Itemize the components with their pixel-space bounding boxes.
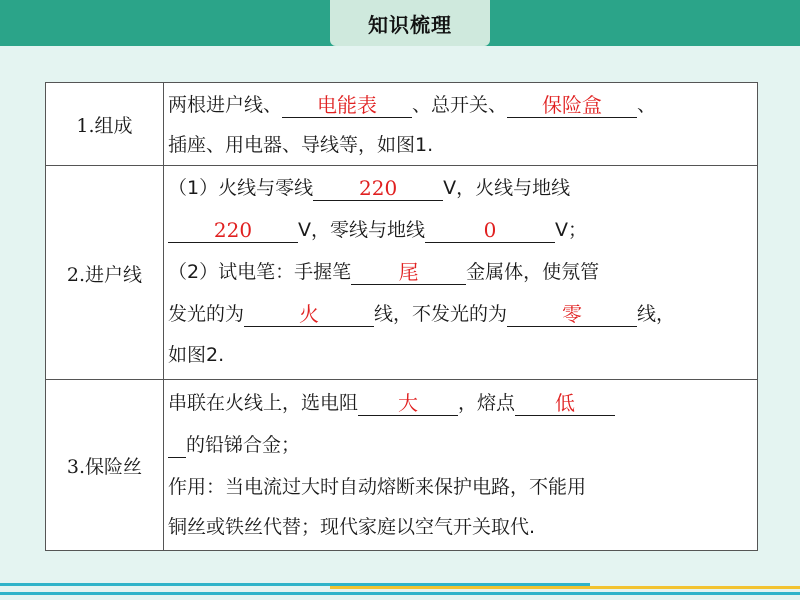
fill-blank — [425, 220, 555, 243]
section-title: 知识梳理 — [368, 12, 452, 37]
answer: 220 — [213, 218, 253, 242]
text-line — [168, 432, 300, 458]
text-line — [168, 342, 224, 368]
text-line — [168, 259, 599, 285]
section-title-tab — [330, 0, 490, 46]
fill-blank — [507, 304, 637, 327]
text: 线，不发光的为 — [374, 303, 508, 325]
answer: 尾 — [398, 260, 419, 284]
fill-blank — [282, 95, 412, 118]
fill-blank — [515, 393, 615, 416]
text: 发光的为 — [168, 303, 245, 325]
text-line — [168, 92, 656, 118]
fill-blank — [507, 95, 637, 118]
text-line — [168, 132, 433, 158]
answer: 保险盒 — [542, 93, 603, 117]
row-label: 2.进户线 — [46, 166, 164, 380]
table-row — [46, 379, 757, 551]
answer: 火 — [299, 302, 320, 326]
text-line — [168, 390, 615, 416]
text: 、总开关、 — [412, 94, 508, 116]
text: 两根进户线、 — [168, 94, 283, 116]
fill-blank — [313, 178, 443, 201]
text: 串联在火线上，选电阻 — [168, 392, 359, 414]
text-line — [168, 514, 535, 540]
table-row — [46, 165, 757, 380]
answer: 零 — [562, 302, 583, 326]
answer: 0 — [483, 218, 497, 242]
text: 作用：当电流过大时自动熔断来保护电路，不能用 — [168, 476, 587, 498]
text: 如图2. — [168, 344, 225, 366]
text-line — [168, 217, 587, 243]
text: 铜丝或铁丝代替；现代家庭以空气开关取代. — [168, 516, 536, 538]
fill-blank — [358, 393, 458, 416]
text: 线， — [637, 303, 676, 325]
text: （1）火线与零线 — [168, 177, 314, 199]
footer-line — [0, 592, 800, 595]
text: 、 — [637, 94, 657, 116]
fill-blank — [168, 435, 186, 458]
text: （2）试电笔：手握笔 — [168, 261, 352, 283]
answer: 大 — [398, 391, 419, 415]
answer: 电能表 — [317, 93, 378, 117]
table-row — [46, 83, 757, 165]
text: V，火线与地线 — [443, 177, 571, 199]
fill-blank — [244, 304, 374, 327]
knowledge-table — [45, 82, 758, 551]
text: V，零线与地线 — [298, 219, 425, 241]
text: 的铅锑合金； — [186, 434, 301, 456]
fill-blank — [351, 262, 466, 285]
text: ，熔点 — [458, 392, 516, 414]
text: 插座、用电器、导线等，如图1. — [168, 134, 434, 156]
fill-blank — [168, 220, 298, 243]
text-line — [168, 175, 570, 201]
text: V； — [555, 219, 587, 241]
text-line — [168, 301, 675, 327]
row-label: 1.组成 — [46, 83, 164, 165]
text-line — [168, 474, 586, 500]
footer-accent-line — [330, 586, 800, 589]
text: 金属体，使氖管 — [466, 261, 600, 283]
answer: 220 — [359, 176, 398, 200]
row-label: 3.保险丝 — [46, 380, 164, 551]
answer: 低 — [555, 391, 576, 415]
